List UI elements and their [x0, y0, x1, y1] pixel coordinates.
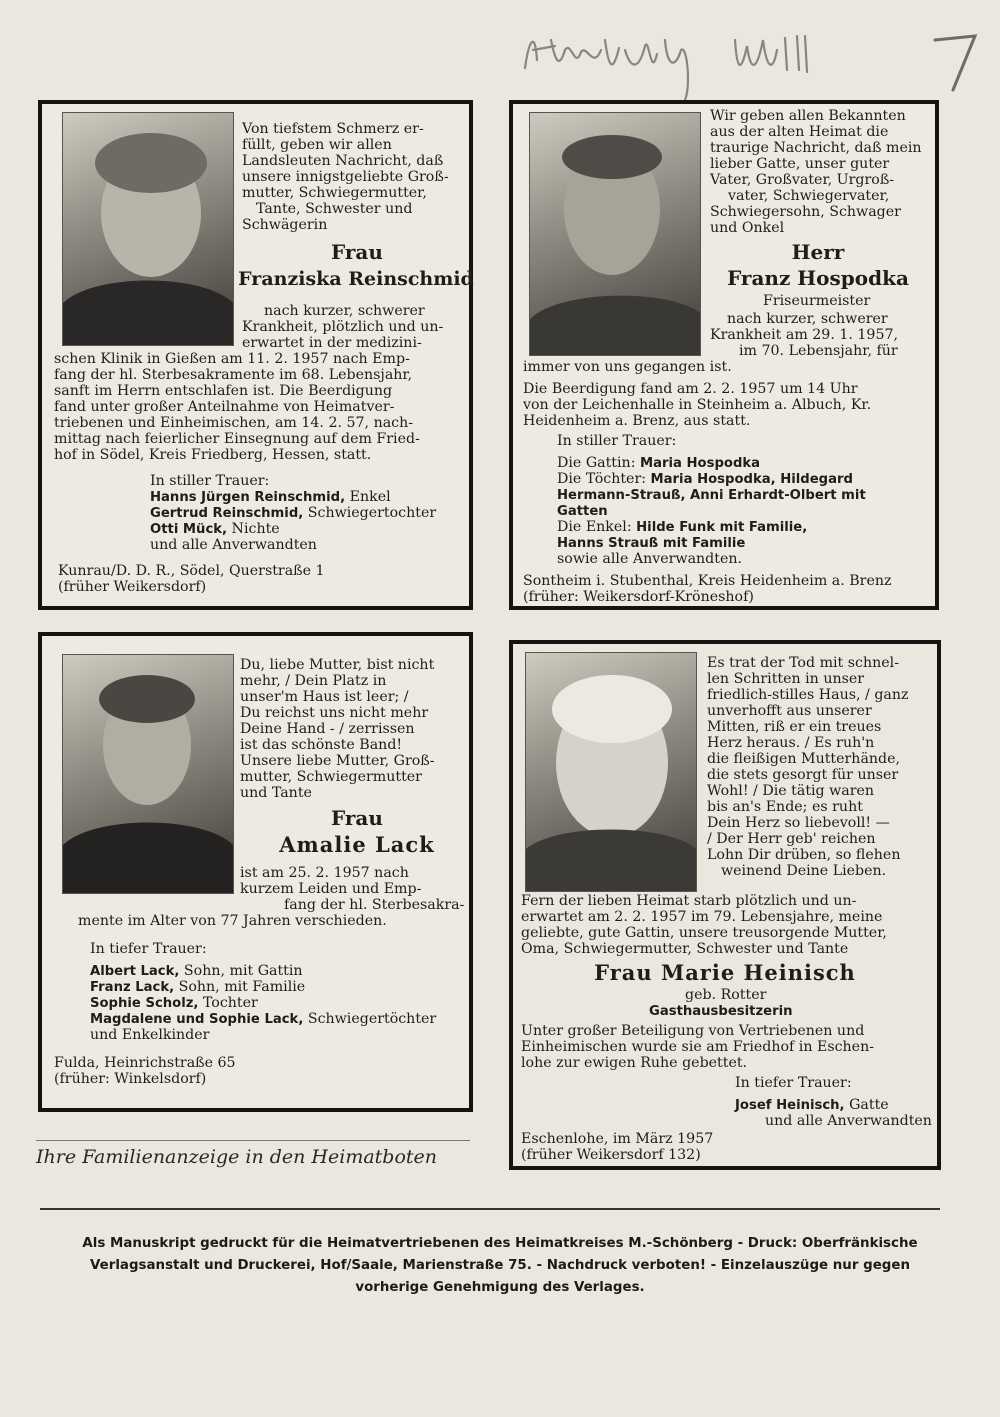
tagline-rule — [36, 1140, 470, 1141]
poem-line: Herz heraus. / Es ruh'n — [707, 735, 875, 751]
mourner-relation: Tochter — [198, 995, 258, 1011]
footer-separator — [40, 1208, 940, 1210]
deceased-name: Frau Marie Heinisch — [594, 960, 856, 985]
birth-name: geb. Rotter — [685, 987, 767, 1003]
funeral-line: Die Beerdigung fand am 2. 2. 1957 um 14 Uhr — [523, 381, 858, 397]
portrait-photo — [525, 652, 697, 892]
body-line: fand unter großer Anteilnahme von Heimatver- — [54, 399, 395, 415]
mourner-name: Maria Hospodka, Hildegard — [650, 472, 853, 487]
address-line: (früher: Weikersdorf-Kröneshof) — [523, 589, 754, 605]
body-line: geliebte, gute Gattin, unsere treusorgende Mutter, — [521, 925, 887, 941]
mourner-line — [150, 506, 436, 522]
deceased-name: Franziska Reinschmid — [238, 268, 474, 290]
poem-line: weinend Deine Lieben. — [721, 863, 887, 879]
poem-line: Es trat der Tod mit schnel- — [707, 655, 899, 671]
intro-line: unser'm Haus ist leer; / — [240, 689, 409, 705]
mourner-relation: Enkel — [345, 489, 391, 505]
body-line: erwartet am 2. 2. 1957 im 79. Lebensjahre, meine — [521, 909, 883, 925]
mourner-label: Die Töchter: — [557, 471, 651, 487]
address-line: Eschenlohe, im März 1957 — [521, 1131, 714, 1147]
body-line: hof in Södel, Kreis Friedberg, Hessen, statt. — [54, 447, 372, 463]
intro-line: und Tante — [240, 785, 312, 801]
intro-line: Deine Hand - / zerrissen — [240, 721, 415, 737]
obituary-lack — [38, 632, 473, 1112]
mourner-relation: Sohn, mit Gattin — [179, 963, 303, 979]
frame-bottom-edge — [509, 1166, 941, 1170]
mourning-heading: In tiefer Trauer: — [90, 941, 207, 957]
mourner-line: und Enkelkinder — [90, 1027, 210, 1043]
body-line: Oma, Schwiegermutter, Schwester und Tante — [521, 941, 849, 957]
mourner-name: Gertrud Reinschmid, — [150, 506, 304, 521]
tagline: Ihre Familienanzeige in den Heimatboten — [36, 1146, 438, 1168]
mourner-name: Maria Hospodka — [639, 456, 761, 471]
body-line: fang der hl. Sterbesakra- — [284, 897, 465, 913]
portrait-photo — [62, 112, 234, 346]
mourner-line — [90, 980, 305, 996]
body-line: Krankheit, plötzlich und un- — [242, 319, 444, 335]
intro-line: Landsleuten Nachricht, daß — [242, 153, 444, 169]
poem-line: / Der Herr geb' reichen — [707, 831, 876, 847]
mourner-line — [90, 996, 258, 1012]
intro-line: Du, liebe Mutter, bist nicht — [240, 657, 435, 673]
imprint-line: vorherige Genehmigung des Verlages. — [355, 1280, 645, 1295]
address-line: (früher Weikersdorf 132) — [521, 1147, 701, 1163]
mourning-heading: In stiller Trauer: — [557, 433, 677, 449]
profession: Gasthausbesitzerin — [649, 1004, 793, 1019]
intro-line: aus der alten Heimat die — [710, 124, 889, 140]
intro-line: lieber Gatte, unser guter — [710, 156, 890, 172]
deceased-title: Frau — [331, 806, 383, 830]
poem-line: die stets gesorgt für unser — [707, 767, 899, 783]
mourner-line: sowie alle Anverwandten. — [557, 551, 742, 567]
mourning-heading: In stiller Trauer: — [150, 473, 270, 489]
poem-line: die fleißigen Mutterhände, — [707, 751, 901, 767]
body-line: Fern der lieben Heimat starb plötzlich und un- — [521, 893, 857, 909]
address-line: (früher Weikersdorf) — [58, 579, 207, 595]
intro-line: und Onkel — [710, 220, 785, 236]
body-line: nach kurzer, schwerer — [727, 311, 888, 327]
burial-line: Unter großer Beteiligung von Vertriebenen und — [521, 1023, 865, 1039]
mourner-relation: Schwiegertöchter — [303, 1011, 437, 1027]
intro-line: traurige Nachricht, daß mein — [710, 140, 922, 156]
intro-line: vater, Schwiegervater, — [728, 188, 890, 204]
mourner-relation: Gatte — [844, 1097, 889, 1113]
body-line: ist am 25. 2. 1957 nach — [240, 865, 409, 881]
body-line: triebenen und Einheimischen, am 14. 2. 57, nach- — [54, 415, 414, 431]
burial-line: lohe zur ewigen Ruhe gebettet. — [521, 1055, 748, 1071]
body-line: mente im Alter von 77 Jahren verschieden. — [78, 913, 387, 929]
body-line: nach kurzer, schwerer — [264, 303, 425, 319]
intro-line: Schwägerin — [242, 217, 328, 233]
deceased-name: Amalie Lack — [279, 832, 435, 857]
burial-line: Einheimischen wurde sie am Friedhof in Eschen- — [521, 1039, 875, 1055]
poem-line: Lohn Dir drüben, so flehen — [707, 847, 901, 863]
imprint-line: Verlagsanstalt und Druckerei, Hof/Saale, Marienstraße 75. - Nachdruck verboten! - Einzelauszüge nur gegen — [90, 1258, 910, 1273]
obituary-heinisch — [509, 640, 941, 1170]
mourner-label: Die Enkel: — [557, 519, 637, 535]
mourner-relation: Schwiegertochter — [303, 505, 437, 521]
intro-line: mehr, / Dein Platz in — [240, 673, 387, 689]
poem-line: Mitten, riß er ein treues — [707, 719, 882, 735]
body-line: fang der hl. Sterbesakramente im 68. Lebensjahr, — [54, 367, 413, 383]
mourner-name: Magdalene und Sophie Lack, — [90, 1012, 304, 1027]
portrait-photo — [62, 654, 234, 894]
mourner-relation: Sohn, mit Familie — [174, 979, 306, 995]
poem-line: bis an's Ende; es ruht — [707, 799, 863, 815]
frame-left-edge — [509, 640, 513, 1170]
intro-line: Schwiegersohn, Schwager — [710, 204, 901, 220]
mourner-name: Gatten — [557, 504, 608, 519]
deceased-name: Franz Hospodka — [727, 266, 909, 290]
address-line: Kunrau/D. D. R., Södel, Querstraße 1 — [58, 563, 325, 579]
intro-line: Unsere liebe Mutter, Groß- — [240, 753, 435, 769]
mourner-line: und alle Anverwandten — [765, 1113, 932, 1129]
mourner-line: und alle Anverwandten — [150, 537, 317, 553]
mourner-line — [90, 964, 303, 980]
obituary-reinschmid — [38, 100, 473, 610]
intro-line: unsere innigstgeliebte Groß- — [242, 169, 449, 185]
mourner-line — [557, 520, 807, 536]
mourner-name: Albert Lack, — [90, 964, 180, 979]
body-line: immer von uns gegangen ist. — [523, 359, 732, 375]
mourner-relation: Nichte — [227, 521, 280, 537]
mourner-line — [735, 1098, 889, 1114]
mourner-name: Hanns Strauß mit Familie — [557, 536, 746, 551]
mourner-line — [557, 472, 853, 488]
address-line: Sontheim i. Stubenthal, Kreis Heidenheim a. Brenz — [523, 573, 892, 589]
intro-line: Tante, Schwester und — [256, 201, 413, 217]
body-line: mittag nach feierlicher Einsegnung auf dem Fried- — [54, 431, 420, 447]
intro-line: Von tiefstem Schmerz er- — [242, 121, 424, 137]
mourner-name: Hilde Funk mit Familie, — [636, 520, 808, 535]
mourning-heading: In tiefer Trauer: — [735, 1075, 852, 1091]
poem-line: Dein Herz so liebevoll! — — [707, 815, 890, 831]
mourner-line — [90, 1012, 436, 1028]
intro-line: mutter, Schwiegermutter — [240, 769, 422, 785]
mourner-name: Sophie Scholz, — [90, 996, 199, 1011]
mourner-name: Hermann-Strauß, Anni Erhardt-Olbert mit — [557, 488, 866, 503]
imprint-line: Als Manuskript gedruckt für die Heimatvertriebenen des Heimatkreises M.-Schönberg - Druck: Oberfränkische — [82, 1236, 918, 1251]
address-line: Fulda, Heinrichstraße 65 — [54, 1055, 236, 1071]
poem-line: Wohl! / Die tätig waren — [707, 783, 875, 799]
mourner-line — [557, 456, 760, 472]
handwritten-note — [515, 10, 985, 100]
funeral-line: Heidenheim a. Brenz, aus statt. — [523, 413, 751, 429]
body-line: kurzem Leiden und Emp- — [240, 881, 422, 897]
intro-line: Du reichst uns nicht mehr — [240, 705, 429, 721]
intro-line: Vater, Großvater, Urgroß- — [710, 172, 895, 188]
intro-line: Wir geben allen Bekannten — [710, 108, 906, 124]
deceased-title: Herr — [791, 240, 845, 264]
poem-line: friedlich-stilles Haus, / ganz — [707, 687, 909, 703]
intro-line: füllt, geben wir allen — [242, 137, 392, 153]
intro-line: mutter, Schwiegermutter, — [242, 185, 427, 201]
mourner-name: Otti Mück, — [150, 522, 228, 537]
frame-right-edge — [937, 640, 941, 1170]
mourner-name: Franz Lack, — [90, 980, 175, 995]
deceased-title: Frau — [331, 240, 383, 264]
intro-line: ist das schönste Band! — [240, 737, 403, 753]
profession: Friseurmeister — [763, 293, 871, 309]
mourner-name: Hanns Jürgen Reinschmid, — [150, 490, 346, 505]
mourner-line — [150, 522, 280, 538]
funeral-line: von der Leichenhalle in Steinheim a. Albuch, Kr. — [523, 397, 872, 413]
poem-line: unverhofft aus unserer — [707, 703, 872, 719]
obituary-hospodka — [509, 100, 939, 610]
body-line: Krankheit am 29. 1. 1957, — [710, 327, 899, 343]
mourner-name: Josef Heinisch, — [735, 1098, 845, 1113]
body-line: schen Klinik in Gießen am 11. 2. 1957 nach Emp- — [54, 351, 410, 367]
body-line: sanft im Herrn entschlafen ist. Die Beerdigung — [54, 383, 393, 399]
mourner-line — [150, 490, 391, 506]
mourner-label: Die Gattin: — [557, 455, 640, 471]
body-line: im 70. Lebensjahr, für — [739, 343, 898, 359]
poem-line: len Schritten in unser — [707, 671, 865, 687]
portrait-photo — [529, 112, 701, 356]
address-line: (früher: Winkelsdorf) — [54, 1071, 207, 1087]
body-line: erwartet in der medizini- — [242, 335, 422, 351]
